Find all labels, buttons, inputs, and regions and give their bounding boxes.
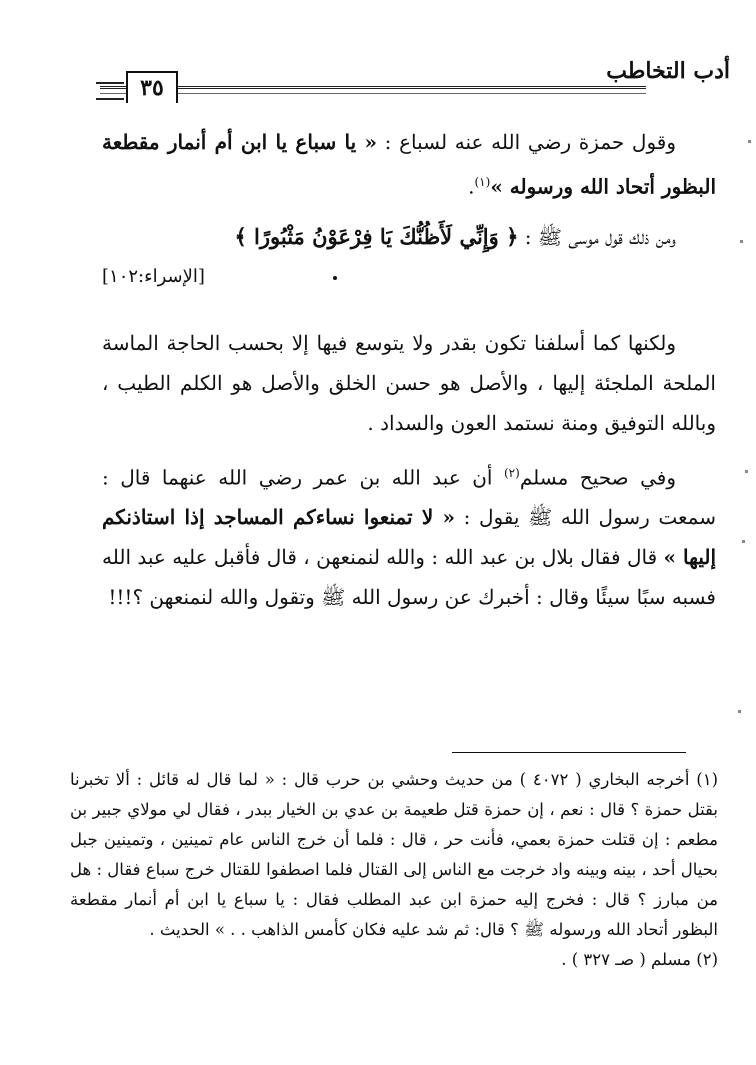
footnote-marker-2: (٢) (503, 465, 520, 480)
page-number: ٣٥ (126, 71, 178, 103)
header-rule (100, 86, 646, 89)
verse-reference: [الإسراء:١٠٢] (102, 265, 205, 287)
scan-speck (748, 140, 751, 143)
paragraph-text: ومن ذلك قول موسى ﷺ : (524, 224, 676, 249)
stray-dot (333, 276, 337, 280)
paragraph-hamza (102, 122, 716, 207)
paragraph-musa (102, 217, 716, 297)
paragraph-text: وفي صحيح مسلم (519, 465, 676, 490)
main-text (102, 122, 716, 617)
paragraph-muslim (102, 453, 716, 618)
paragraph-general: ولكنها كما أسلفنا تكون بقدر ولا يتوسع فيها إلا بحسب الحاجة الماسة الملحة الملجئة إليها ، والأصل هو حسن الخلق والأصل هو الكلم الطيب ، وبالله التوفيق ومنة نستمد العون والسداد . (102, 330, 716, 435)
paragraph-end: . (468, 174, 475, 199)
footnote-marker-1: (١) (474, 175, 491, 189)
scan-speck (738, 710, 741, 713)
scan-speck (745, 470, 748, 473)
header-ornament-lines (96, 82, 124, 100)
paragraph-text: قال فقال بلال بن عبد الله : والله لنمنعهن ، قال فأقبل عليه عبد الله فسبه سبًا سيئًا وقال : أخبرك عن رسول الله ﷺ وتقول والله لنمنعهن ؟!!! (102, 545, 716, 610)
footnote-rule (452, 752, 686, 753)
hadith-quote: « يا سباع يا ابن أم أنمار مقطعة البظور أتحاد الله ورسوله » (102, 130, 716, 199)
hadith-quote: « لا تمنعوا نساءكم المساجد إذا استاذنكم إليها » (102, 505, 716, 570)
paragraph-text: أن عبد الله بن عمر رضي الله عنهما قال : سمعت رسول الله ﷺ يقول : (102, 465, 716, 530)
scan-speck (742, 540, 745, 543)
paragraph-text: وقول حمزة رضي الله عنه لسباع : (384, 130, 677, 154)
running-header-title: أدب التخاطب (606, 58, 730, 84)
footnotes (70, 765, 718, 975)
header-rule-thin (100, 93, 646, 94)
footnote-1: (١) أخرجه البخاري ( ٤٠٧٢ ) من حديث وحشي بن حرب قال : « لما قال له قائل : ألا تخبرنا بقتل حمزة ؟ قال : نعم ، إن حمزة قتل طعيمة بن عدي بن الخيار ببدر ، فقال لي مولاي جبير بن مطعم : إن قتلت حمزة بعمي، فأنت حر ، قال : فلما أن خرج الناس عام تمينين ، وتمينين جبل بحيال أحد ، بينه وبينه واد خرجت مع الناس إلى القتال فلما اصطفوا للقتال خرج سباع فقال : هل من مبارز ؟ قال : فخرج إليه حمزة ابن عبد المطلب فقال : يا سباع يا ابن أم أنمار مقطعة البظور أتحاد الله ورسوله ﷺ ؟ قال: ثم شد عليه فكان كأمس الذاهب . . » الحديث . (70, 770, 718, 939)
quran-verse: ﴿ وَإِنِّي لَأَظُنُّكَ يَا فِرْعَوْنُ مَثْبُورًا ﴾ (234, 223, 519, 249)
scan-speck (740, 240, 743, 243)
footnote-2: (٢) مسلم ( صـ ٣٢٧ ) . (561, 950, 718, 969)
